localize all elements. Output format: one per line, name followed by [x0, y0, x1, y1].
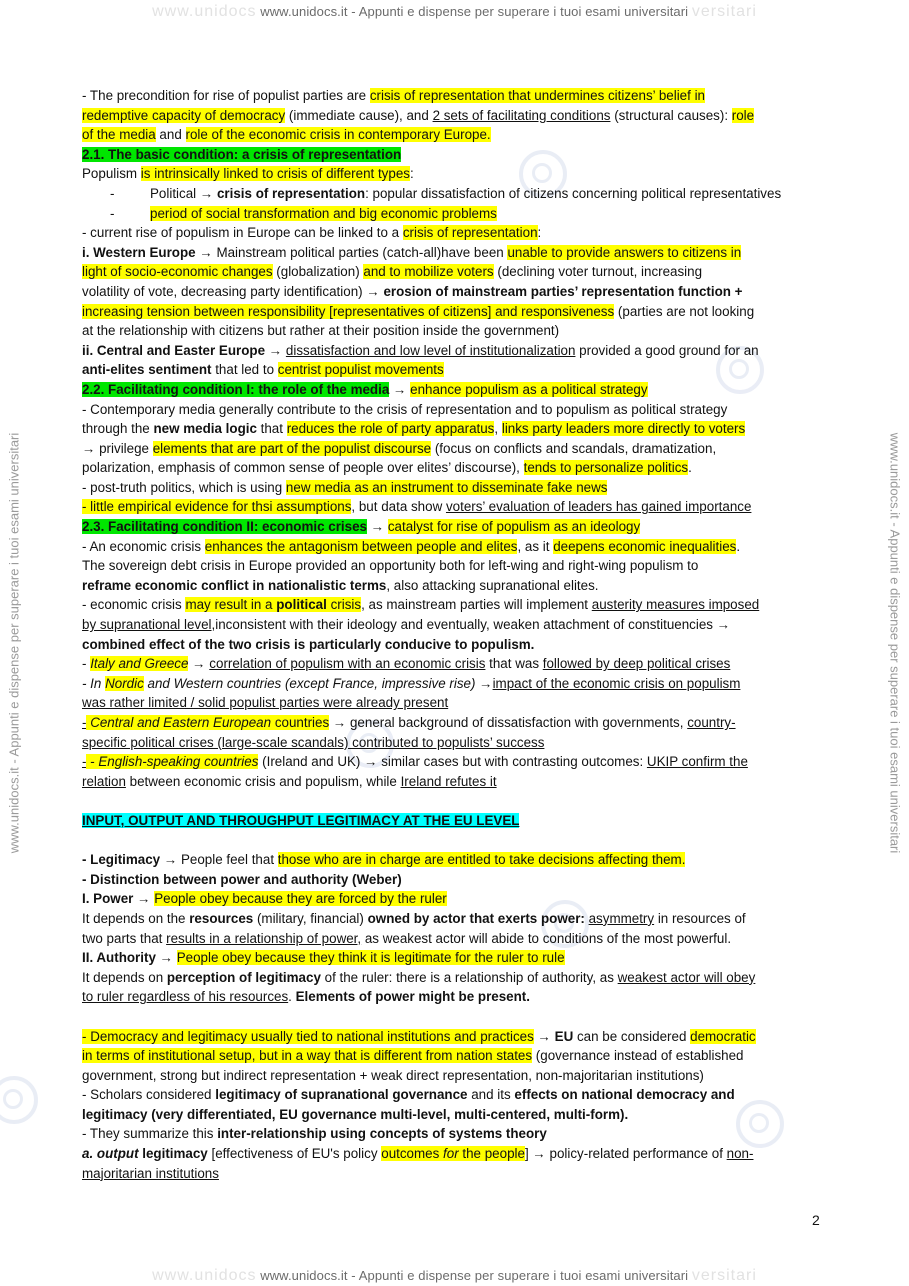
spacer [82, 1007, 827, 1027]
text-line: It depends on perception of legitimacy of the ruler: there is a relationship of authority, as weakest actor will obey [82, 969, 756, 985]
text-line: volatility of vote, decreasing party identification) → erosion of mainstream parties’ representation function + [82, 283, 743, 299]
side-watermark-right: www.unidocs.it - Appunti e dispense per superare i tuoi esami universitari [887, 432, 903, 854]
section-heading-legitimacy: INPUT, OUTPUT AND THROUGHPUT LEGITIMACY AT THE EU LEVEL [82, 812, 520, 828]
text-line: by supranational level,inconsistent with their ideology and eventually, weaken attachment of constituencies → [82, 617, 731, 633]
text-line: increasing tension between responsibility [representatives of citizens] and responsiveness (parties are not looking [82, 303, 755, 319]
text-line: The sovereign debt crisis in Europe provided an opportunity both for left-wing and right-wing populism to [82, 558, 699, 574]
text-line: was rather limited / solid populist parties were already present [82, 695, 449, 711]
text-line: - current rise of populism in Europe can be linked to a crisis of representation: [82, 225, 542, 241]
banner-ghost-right: versitari [691, 1267, 757, 1284]
text-line: of the media and role of the economic crisis in contemporary Europe. [82, 127, 491, 143]
text-line: - Contemporary media generally contribute to the crisis of representation and to populism as political strategy [82, 401, 728, 417]
text-line: at the relationship with citizens but rather at their position inside the government) [82, 323, 560, 339]
text-line: a. output legitimacy [effectiveness of EU's policy outcomes for the people] → policy-related performance of non- [82, 1146, 754, 1162]
banner-ghost-left: www.unidocs [152, 3, 257, 20]
banner-ghost-left: www.unidocs [152, 1267, 257, 1284]
text-line: - Scholars considered legitimacy of supranational governance and its effects on national democracy and [82, 1087, 735, 1103]
banner-ghost-right: versitari [691, 3, 757, 20]
banner-text: www.unidocs.it - Appunti e dispense per superare i tuoi esami universitari [260, 4, 689, 19]
text-line: I. Power → People obey because they are forced by the ruler [82, 891, 447, 907]
text-line: - post-truth politics, which is using new media as an instrument to disseminate fake news [82, 479, 608, 495]
text-line: legitimacy (very differentiated, EU governance multi-level, multi-centered, multi-form). [82, 1106, 629, 1122]
text-line: relation between economic crisis and populism, while Ireland refutes it [82, 773, 497, 789]
page-number: 2 [812, 1212, 820, 1228]
text-line: II. Authority → People obey because they think it is legitimate for the ruler to rule [82, 950, 565, 966]
bullet-item: - Political → crisis of representation: popular dissatisfaction of citizens concerning political representatives [110, 185, 782, 201]
text-line: - The precondition for rise of populist parties are crisis of representation that undermines citizens’ belief in [82, 88, 705, 103]
section-heading-2-3: 2.3. Facilitating condition II: economic crises → catalyst for rise of populism as an ideology [82, 519, 641, 535]
text-line: combined effect of the two crisis is particularly conducive to populism. [82, 636, 535, 652]
text-line: - economic crisis may result in a political crisis, as mainstream parties will implement austerity measures imposed [82, 597, 760, 613]
text-line: in terms of institutional setup, but in a way that is different from nation states (governance instead of established [82, 1048, 744, 1064]
text-line: two parts that results in a relationship of power, as weakest actor will abide to conditions of the most powerful. [82, 930, 732, 946]
section-heading-2-2: 2.2. Facilitating condition I: the role of the media → enhance populism as a political strategy [82, 381, 648, 397]
text-line: - little empirical evidence for thsi assumptions, but data show voters’ evaluation of leaders has gained importance [82, 499, 752, 515]
text-line: i. Western Europe → Mainstream political parties (catch-all)have been unable to provide answers to citizens in [82, 244, 742, 260]
text-line: light of socio-economic changes (globalization) and to mobilize voters (declining voter turnout, increasing [82, 264, 703, 280]
text-line: → privilege elements that are part of the populist discourse (focus on conflicts and scandals, dramatization, [82, 440, 717, 456]
text-line: - Distinction between power and authority (Weber) [82, 871, 402, 887]
text-line: majoritarian institutions [82, 1165, 219, 1181]
watermark-banner-top [0, 3, 909, 21]
text-line: redemptive capacity of democracy (immediate cause), and 2 sets of facilitating conditions (structural causes): role [82, 107, 755, 123]
text-line: - Legitimacy → People feel that those who are in charge are entitled to take decisions affecting them. [82, 852, 686, 868]
watermark-banner-bottom [0, 1267, 909, 1285]
text-line: It depends on the resources (military, financial) owned by actor that exerts power: asymmetry in resources of [82, 910, 746, 926]
text-line: Populism is intrinsically linked to crisis of different types: [82, 166, 414, 182]
text-line: anti-elites sentiment that led to centrist populist movements [82, 362, 444, 378]
bullet-item: - period of social transformation and big economic problems [110, 205, 497, 221]
text-line: to ruler regardless of his resources. Elements of power might be present. [82, 989, 530, 1005]
text-line: ii. Central and Easter Europe → dissatisfaction and low level of institutionalization provided a good ground for an [82, 342, 759, 358]
watermark-logo-icon [0, 1076, 38, 1124]
text-line: - - English-speaking countries (Ireland and UK) → similar cases but with contrasting outcomes: UKIP confirm the [82, 754, 748, 770]
text-line: - Italy and Greece → correlation of populism with an economic crisis that was followed by deep political crises [82, 656, 731, 672]
spacer [82, 831, 827, 851]
text-line: specific political crises (large-scale scandals) contributed to populists’ success [82, 734, 545, 750]
text-line: reframe economic conflict in nationalistic terms, also attacking supranational elites. [82, 577, 599, 593]
section-heading-2-1: 2.1. The basic condition: a crisis of representation [82, 146, 402, 162]
banner-text: www.unidocs.it - Appunti e dispense per superare i tuoi esami universitari [260, 1268, 689, 1283]
text-line: through the new media logic that reduces the role of party apparatus, links party leaders more directly to voters [82, 421, 746, 437]
text-line: polarization, emphasis of common sense of people over elites’ discourse), tends to personalize politics. [82, 460, 692, 476]
document-body [82, 86, 827, 1183]
text-line: - Central and Eastern European countries → general background of dissatisfaction with governments, country- [82, 715, 736, 730]
text-line: - They summarize this inter-relationship using concepts of systems theory [82, 1126, 547, 1142]
text-line: government, strong but indirect representation + weak direct representation, non-majoritarian institutions) [82, 1067, 704, 1083]
text-line: - In Nordic and Western countries (except France, impressive rise) →impact of the economic crisis on populism [82, 675, 741, 691]
side-watermark-left: www.unidocs.it - Appunti e dispense per superare i tuoi esami universitari [6, 432, 22, 854]
text-line: - An economic crisis enhances the antagonism between people and elites, as it deepens economic inequalities. [82, 538, 741, 554]
spacer [82, 791, 827, 811]
text-line: - Democracy and legitimacy usually tied to national institutions and practices → EU can be considered democratic [82, 1028, 756, 1044]
